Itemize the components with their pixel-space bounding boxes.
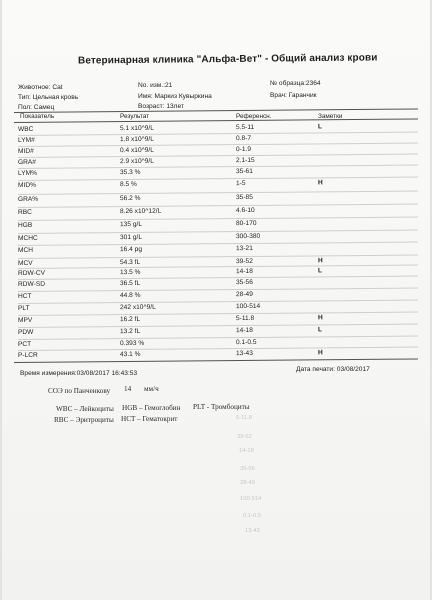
measurement-time: Время измерения:03/08/2017 16:43:53 [20,370,138,377]
analyte-name: HCT [17,292,32,300]
animal-label: Животное: Cat [18,84,63,91]
flag-note: L [317,123,323,131]
reference-range: 0.1-0.5 [235,338,257,347]
reference-range: 13-21 [235,244,253,253]
type-label: Тип: Цельная кровь [18,94,79,101]
esr-label: СОЭ по Панченкову [48,387,111,395]
result-value: 0.4 x10^9/L [119,146,154,155]
flag-note: H [317,314,323,322]
analyte-name: HGB [17,221,33,229]
reference-range: 35-56 [235,278,253,287]
reference-range: 35-85 [235,193,253,202]
analyte-name: MID# [17,147,34,155]
reference-range: 39-52 [235,257,253,266]
reference-range: 13-43 [235,349,253,358]
reference-range: 28-49 [235,290,253,299]
reference-range: 0-1.9 [235,145,252,154]
reference-range: 100-514 [235,302,261,311]
show-through-text: 39-52 [237,434,252,440]
result-value: 16.2 fL [119,315,141,324]
analyte-name: RDW-SD [17,280,46,288]
legend-hgb: HGB – Гемоглобин [122,404,181,412]
measurement-number-label: No. изм.:21 [138,82,173,89]
analyte-name: RDW-CV [17,269,46,277]
legend-hct: HCT – Гематокрит [121,415,178,423]
left-edge [0,0,2,600]
analyte-name: MCHC [17,234,38,242]
reference-range: 1-5 [235,180,246,188]
result-value: 36.5 fL [119,279,141,288]
result-value: 43.1 % [119,350,141,359]
analyte-name: WBC [17,125,34,133]
esr-value: 14 [124,385,132,393]
sample-number-label: № образца:2364 [270,80,321,87]
show-through-text: 28-49 [240,480,255,486]
result-value: 56.2 % [119,194,141,203]
show-through-text: 35-56 [240,466,255,472]
doctor-label: Врач: Гаранчик [270,92,317,99]
analyte-name: MID% [17,181,36,189]
esr-unit: мм/ч [144,385,159,393]
result-value: 16.4 pg [119,245,143,254]
header-top-rule [14,108,418,113]
flag-note: L [317,267,323,275]
analyte-name: MPV [17,316,33,324]
result-value: 8.5 % [119,180,137,189]
result-value: 2.9 x10^9/L [119,157,154,166]
analyte-name: GRA# [17,158,36,166]
flag-note: H [317,179,323,187]
show-through-text: 13-43 [245,528,260,534]
flag-note: H [317,257,323,265]
reference-range: 5.5-11 [235,123,255,132]
analyte-name: PLT [17,304,30,312]
document-title: Ветеринарная клиника "Альфа-Вет" - Общий анализ крови [77,52,378,67]
flag-note: L [317,326,323,334]
print-date: Дата печати: 03/08/2017 [296,366,370,373]
result-value: 35.3 % [119,168,141,177]
reference-range: 14-18 [235,326,253,335]
result-value: 135 g/L [119,220,143,229]
analyte-name: LYM% [17,169,37,177]
analyte-name: MCH [17,246,34,254]
reference-range: 300-380 [235,232,261,241]
result-value: 13.5 % [119,268,141,277]
reference-range: 4.6-10 [235,206,255,215]
column-header-notes: Заметки [318,113,343,120]
reference-range: 35-61 [235,167,253,176]
result-value: 242 x10^9/L [119,303,156,312]
analyte-name: PCT [17,340,32,348]
result-value: 54.3 fL [119,258,141,267]
analyte-name: RBC [17,208,32,216]
legend-rbc: RBC – Эритроциты [54,416,114,424]
column-header-value: Результат [120,113,150,120]
reference-range: 2.1-15 [235,156,255,165]
result-value: 1.8 x10^9/L [119,135,154,144]
result-value: 44.8 % [119,291,141,300]
legend-plt: PLT - Тромбоциты [193,403,250,411]
patient-name-label: Имя: Маркиз Кувыркина [138,93,212,100]
column-header-reference: Референсн. [236,113,272,120]
show-through-text: 100-514 [240,496,262,502]
analyte-name: MCV [17,259,33,267]
result-value: 13.2 fL [119,327,141,336]
show-through-text: 5-11.8 [236,415,253,421]
analyte-name: GRA% [17,195,39,203]
legend-wbc: WBC – Лейкоциты [56,405,114,413]
show-through-text: 14-18 [239,448,254,454]
reference-range: 80-170 [235,219,257,228]
reference-range: 5-11.8 [235,314,255,323]
reference-range: 14-18 [235,267,253,276]
result-value: 0.393 % [119,339,145,348]
column-header-name: Показатель [20,113,55,120]
analyte-name: LYM# [17,136,35,144]
result-value: 8.26 x10^12/L [119,207,162,216]
show-through-text: 0.1-0.5 [243,513,262,519]
sex-label: Пол: Самец [18,104,55,111]
analyte-name: PDW [17,328,34,336]
age-label: Возраст: 13лет [138,103,184,110]
analyte-name: P-LCR [17,351,38,359]
flag-note: H [317,349,323,357]
result-value: 5.1 x10^9/L [119,124,154,133]
result-value: 301 g/L [119,233,143,242]
reference-range: 0.8-7 [235,134,252,143]
